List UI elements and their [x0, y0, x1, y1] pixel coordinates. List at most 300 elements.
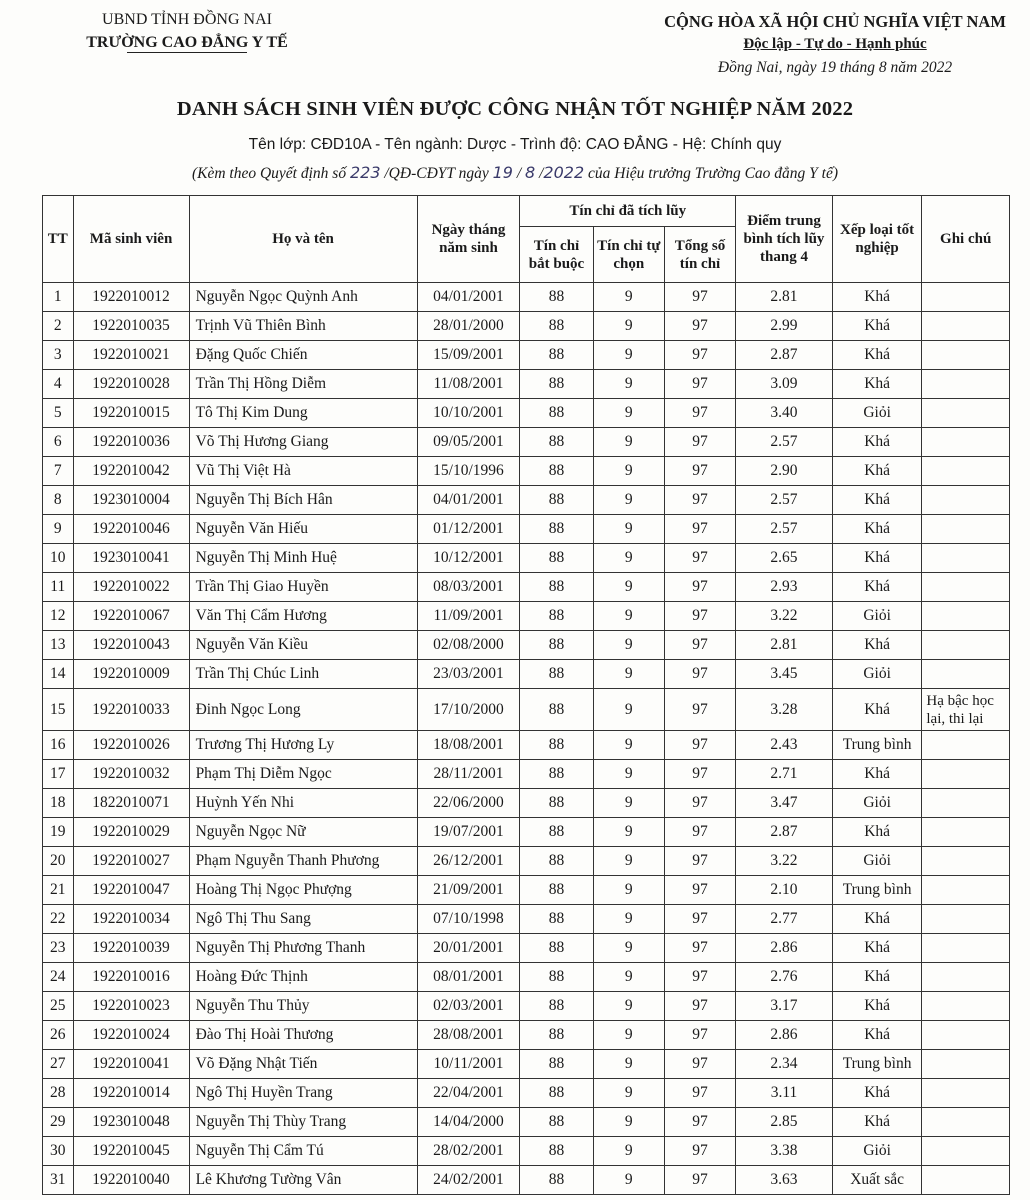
cell-elective-credits: 9: [593, 847, 664, 876]
cell-gpa: 2.87: [736, 818, 833, 847]
cell-tt: 11: [43, 573, 74, 602]
cell-note: [922, 428, 1010, 457]
decision-year: 2022: [543, 163, 585, 182]
cell-rank: Khá: [832, 905, 922, 934]
cell-dob: 01/12/2001: [417, 515, 520, 544]
cell-dob: 22/06/2000: [417, 789, 520, 818]
cell-rank: Khá: [832, 544, 922, 573]
cell-required-credits: 88: [520, 1108, 593, 1137]
cell-dob: 28/02/2001: [417, 1137, 520, 1166]
cell-total-credits: 97: [664, 1050, 735, 1079]
cell-student-id: 1922010041: [73, 1050, 189, 1079]
cell-gpa: 2.76: [736, 963, 833, 992]
cell-tt: 7: [43, 457, 74, 486]
cell-gpa: 2.57: [736, 515, 833, 544]
cell-elective-credits: 9: [593, 818, 664, 847]
cell-student-id: 1922010039: [73, 934, 189, 963]
cell-tt: 8: [43, 486, 74, 515]
cell-elective-credits: 9: [593, 760, 664, 789]
cell-student-id: 1922010043: [73, 631, 189, 660]
cell-total-credits: 97: [664, 992, 735, 1021]
cell-rank: Khá: [832, 457, 922, 486]
table-row: [43, 992, 1010, 1021]
cell-dob: 17/10/2000: [417, 689, 520, 731]
cell-dob: 23/03/2001: [417, 660, 520, 689]
cell-dob: 14/04/2000: [417, 1108, 520, 1137]
cell-total-credits: 97: [664, 544, 735, 573]
cell-total-credits: 97: [664, 760, 735, 789]
cell-gpa: 2.93: [736, 573, 833, 602]
cell-elective-credits: 9: [593, 312, 664, 341]
cell-required-credits: 88: [520, 631, 593, 660]
cell-elective-credits: 9: [593, 1137, 664, 1166]
cell-name: Văn Thị Cẩm Hương: [189, 602, 417, 631]
cell-student-id: 1922010015: [73, 399, 189, 428]
cell-dob: 28/11/2001: [417, 760, 520, 789]
table-row: [43, 660, 1010, 689]
cell-gpa: 2.99: [736, 312, 833, 341]
cell-student-id: 1922010009: [73, 660, 189, 689]
table-row: [43, 341, 1010, 370]
cell-tt: 26: [43, 1021, 74, 1050]
cell-note: [922, 457, 1010, 486]
cell-elective-credits: 9: [593, 689, 664, 731]
cell-note: [922, 1021, 1010, 1050]
cell-dob: 10/12/2001: [417, 544, 520, 573]
cell-note: [922, 602, 1010, 631]
table-row: [43, 876, 1010, 905]
cell-gpa: 2.10: [736, 876, 833, 905]
cell-note: [922, 963, 1010, 992]
cell-total-credits: 97: [664, 573, 735, 602]
cell-dob: 08/03/2001: [417, 573, 520, 602]
cell-rank: Khá: [832, 341, 922, 370]
cell-total-credits: 97: [664, 934, 735, 963]
cell-note: [922, 847, 1010, 876]
cell-required-credits: 88: [520, 1166, 593, 1195]
cell-elective-credits: 9: [593, 602, 664, 631]
cell-tt: 19: [43, 818, 74, 847]
cell-note: [922, 876, 1010, 905]
col-dob: Ngày tháng năm sinh: [417, 196, 520, 283]
cell-gpa: 2.86: [736, 934, 833, 963]
cell-elective-credits: 9: [593, 544, 664, 573]
class-info: Tên lớp: CĐD10A - Tên ngành: Dược - Trình độ: CAO ĐẲNG - Hệ: Chính quy: [248, 136, 782, 153]
cell-required-credits: 88: [520, 934, 593, 963]
cell-dob: 15/10/1996: [417, 457, 520, 486]
cell-student-id: 1922010033: [73, 689, 189, 731]
cell-note: [922, 1137, 1010, 1166]
cell-student-id: 1922010067: [73, 602, 189, 631]
cell-dob: 24/02/2001: [417, 1166, 520, 1195]
cell-dob: 02/03/2001: [417, 992, 520, 1021]
cell-note: [922, 312, 1010, 341]
cell-student-id: 1922010024: [73, 1021, 189, 1050]
cell-gpa: 3.45: [736, 660, 833, 689]
cell-required-credits: 88: [520, 341, 593, 370]
cell-elective-credits: 9: [593, 283, 664, 312]
cell-student-id: 1922010014: [73, 1079, 189, 1108]
cell-gpa: 3.09: [736, 370, 833, 399]
cell-required-credits: 88: [520, 283, 593, 312]
cell-total-credits: 97: [664, 283, 735, 312]
cell-required-credits: 88: [520, 399, 593, 428]
national-title: CỘNG HÒA XÃ HỘI CHỦ NGHĨA VIỆT NAM: [664, 12, 1006, 31]
decision-sep1: /: [516, 165, 522, 182]
cell-required-credits: 88: [520, 515, 593, 544]
cell-name: Trần Thị Chúc Linh: [189, 660, 417, 689]
cell-student-id: 1922010042: [73, 457, 189, 486]
cell-elective-credits: 9: [593, 515, 664, 544]
cell-rank: Giỏi: [832, 789, 922, 818]
cell-gpa: 2.81: [736, 631, 833, 660]
cell-dob: 10/10/2001: [417, 399, 520, 428]
cell-student-id: 1922010035: [73, 312, 189, 341]
cell-rank: Khá: [832, 312, 922, 341]
cell-elective-credits: 9: [593, 573, 664, 602]
cell-note: [922, 283, 1010, 312]
cell-elective-credits: 9: [593, 428, 664, 457]
cell-name: Hoàng Đức Thịnh: [189, 963, 417, 992]
cell-tt: 5: [43, 399, 74, 428]
cell-elective-credits: 9: [593, 1050, 664, 1079]
cell-total-credits: 97: [664, 457, 735, 486]
decision-month: 8: [525, 163, 536, 182]
cell-gpa: 3.38: [736, 1137, 833, 1166]
decision-day: 19: [492, 163, 513, 182]
cell-dob: 15/09/2001: [417, 341, 520, 370]
cell-note: [922, 905, 1010, 934]
cell-student-id: 1922010026: [73, 731, 189, 760]
cell-total-credits: 97: [664, 515, 735, 544]
cell-elective-credits: 9: [593, 486, 664, 515]
cell-dob: 20/01/2001: [417, 934, 520, 963]
cell-total-credits: 97: [664, 312, 735, 341]
cell-note: [922, 1050, 1010, 1079]
cell-rank: Khá: [832, 689, 922, 731]
cell-elective-credits: 9: [593, 341, 664, 370]
cell-tt: 12: [43, 602, 74, 631]
cell-required-credits: 88: [520, 905, 593, 934]
cell-required-credits: 88: [520, 876, 593, 905]
col-note: Ghi chú: [922, 196, 1010, 283]
cell-note: [922, 731, 1010, 760]
cell-rank: Khá: [832, 515, 922, 544]
cell-tt: 24: [43, 963, 74, 992]
cell-name: Ngô Thị Thu Sang: [189, 905, 417, 934]
cell-tt: 29: [43, 1108, 74, 1137]
cell-total-credits: 97: [664, 486, 735, 515]
table-body: [43, 283, 1010, 1195]
cell-tt: 28: [43, 1079, 74, 1108]
cell-gpa: 3.11: [736, 1079, 833, 1108]
cell-total-credits: 97: [664, 341, 735, 370]
cell-required-credits: 88: [520, 312, 593, 341]
cell-total-credits: 97: [664, 1108, 735, 1137]
decision-sep2: /: [539, 165, 544, 182]
cell-rank: Xuất sắc: [832, 1166, 922, 1195]
col-credits-group: Tín chỉ đã tích lũy: [520, 196, 736, 227]
cell-name: Nguyễn Thị Phương Thanh: [189, 934, 417, 963]
cell-required-credits: 88: [520, 1050, 593, 1079]
cell-name: Nguyễn Văn Hiếu: [189, 515, 417, 544]
cell-student-id: 1922010047: [73, 876, 189, 905]
issuer-block: [52, 8, 322, 77]
cell-name: Nguyễn Thị Minh Huệ: [189, 544, 417, 573]
cell-name: Nguyễn Ngọc Quỳnh Anh: [189, 283, 417, 312]
table-row: [43, 1166, 1010, 1195]
cell-required-credits: 88: [520, 1079, 593, 1108]
decision-number: 223: [349, 163, 381, 182]
national-motto: Độc lập - Tự do - Hạnh phúc: [743, 36, 927, 52]
cell-name: Nguyễn Ngọc Nữ: [189, 818, 417, 847]
cell-student-id: 1822010071: [73, 789, 189, 818]
cell-tt: 1: [43, 283, 74, 312]
cell-required-credits: 88: [520, 486, 593, 515]
cell-gpa: 2.34: [736, 1050, 833, 1079]
cell-dob: 10/11/2001: [417, 1050, 520, 1079]
cell-total-credits: 97: [664, 631, 735, 660]
cell-elective-credits: 9: [593, 731, 664, 760]
cell-total-credits: 97: [664, 905, 735, 934]
cell-name: Đinh Ngọc Long: [189, 689, 417, 731]
cell-gpa: 3.47: [736, 789, 833, 818]
cell-student-id: 1922010029: [73, 818, 189, 847]
cell-name: Trần Thị Giao Huyền: [189, 573, 417, 602]
cell-rank: Khá: [832, 760, 922, 789]
table-row: [43, 731, 1010, 760]
cell-elective-credits: 9: [593, 1166, 664, 1195]
cell-student-id: 1922010022: [73, 573, 189, 602]
table-row: [43, 1021, 1010, 1050]
cell-rank: Khá: [832, 818, 922, 847]
cell-tt: 10: [43, 544, 74, 573]
cell-elective-credits: 9: [593, 963, 664, 992]
table-row: [43, 428, 1010, 457]
cell-note: [922, 660, 1010, 689]
cell-note: [922, 573, 1010, 602]
col-student-id: Mã sinh viên: [73, 196, 189, 283]
cell-total-credits: 97: [664, 731, 735, 760]
cell-elective-credits: 9: [593, 905, 664, 934]
cell-tt: 18: [43, 789, 74, 818]
cell-gpa: 2.86: [736, 1021, 833, 1050]
issuer-underline: [127, 52, 247, 53]
cell-dob: 26/12/2001: [417, 847, 520, 876]
col-tt: TT: [43, 196, 74, 283]
cell-elective-credits: 9: [593, 992, 664, 1021]
table-row: [43, 934, 1010, 963]
cell-name: Lê Khương Tường Vân: [189, 1166, 417, 1195]
cell-name: Phạm Thị Diễm Ngọc: [189, 760, 417, 789]
cell-gpa: 2.81: [736, 283, 833, 312]
cell-note: [922, 399, 1010, 428]
cell-name: Nguyễn Thị Thùy Trang: [189, 1108, 417, 1137]
cell-total-credits: 97: [664, 1079, 735, 1108]
table-row: [43, 818, 1010, 847]
cell-rank: Khá: [832, 934, 922, 963]
cell-student-id: 1923010004: [73, 486, 189, 515]
cell-tt: 4: [43, 370, 74, 399]
decision-prefix: (Kèm theo Quyết định số: [191, 165, 347, 182]
cell-required-credits: 88: [520, 847, 593, 876]
cell-total-credits: 97: [664, 370, 735, 399]
cell-dob: 07/10/1998: [417, 905, 520, 934]
table-row: [43, 399, 1010, 428]
table-row: [43, 312, 1010, 341]
cell-tt: 13: [43, 631, 74, 660]
graduates-table: [42, 195, 1010, 1195]
cell-gpa: 2.71: [736, 760, 833, 789]
issuer-school: TRƯỜNG CAO ĐẲNG Y TẾ: [86, 34, 288, 51]
cell-required-credits: 88: [520, 602, 593, 631]
table-row: [43, 1079, 1010, 1108]
cell-note: [922, 370, 1010, 399]
cell-dob: 11/09/2001: [417, 602, 520, 631]
col-total-credits: Tổng số tín chỉ: [664, 227, 735, 283]
table-row: [43, 847, 1010, 876]
cell-dob: 02/08/2000: [417, 631, 520, 660]
col-gpa: Điểm trung bình tích lũy thang 4: [736, 196, 833, 283]
cell-name: Trần Thị Hồng Diễm: [189, 370, 417, 399]
cell-dob: 18/08/2001: [417, 731, 520, 760]
cell-dob: 28/08/2001: [417, 1021, 520, 1050]
cell-elective-credits: 9: [593, 457, 664, 486]
cell-dob: 11/08/2001: [417, 370, 520, 399]
cell-student-id: 1923010041: [73, 544, 189, 573]
cell-required-credits: 88: [520, 789, 593, 818]
cell-gpa: 2.65: [736, 544, 833, 573]
cell-student-id: 1922010034: [73, 905, 189, 934]
cell-rank: Khá: [832, 573, 922, 602]
cell-tt: 14: [43, 660, 74, 689]
cell-name: Tô Thị Kim Dung: [189, 399, 417, 428]
cell-total-credits: 97: [664, 876, 735, 905]
cell-rank: Khá: [832, 963, 922, 992]
cell-gpa: 3.40: [736, 399, 833, 428]
cell-note: [922, 486, 1010, 515]
cell-student-id: 1922010028: [73, 370, 189, 399]
cell-dob: 19/07/2001: [417, 818, 520, 847]
cell-required-credits: 88: [520, 573, 593, 602]
cell-dob: 04/01/2001: [417, 283, 520, 312]
cell-required-credits: 88: [520, 428, 593, 457]
cell-rank: Giỏi: [832, 602, 922, 631]
cell-gpa: 3.17: [736, 992, 833, 1021]
cell-elective-credits: 9: [593, 876, 664, 905]
cell-note: Hạ bậc học lại, thi lại: [922, 689, 1010, 731]
cell-total-credits: 97: [664, 1137, 735, 1166]
cell-name: Phạm Nguyễn Thanh Phương: [189, 847, 417, 876]
cell-gpa: 3.28: [736, 689, 833, 731]
cell-rank: Khá: [832, 992, 922, 1021]
cell-required-credits: 88: [520, 760, 593, 789]
table-row: [43, 1050, 1010, 1079]
cell-rank: Khá: [832, 1021, 922, 1050]
cell-name: Đào Thị Hoài Thương: [189, 1021, 417, 1050]
cell-student-id: 1922010016: [73, 963, 189, 992]
cell-rank: Giỏi: [832, 660, 922, 689]
cell-student-id: 1922010023: [73, 992, 189, 1021]
col-required-credits: Tín chỉ bắt buộc: [520, 227, 593, 283]
cell-elective-credits: 9: [593, 934, 664, 963]
cell-elective-credits: 9: [593, 660, 664, 689]
table-row: [43, 544, 1010, 573]
table-row: [43, 905, 1010, 934]
cell-total-credits: 97: [664, 1166, 735, 1195]
cell-tt: 3: [43, 341, 74, 370]
cell-total-credits: 97: [664, 428, 735, 457]
decision-suffix: của Hiệu trưởng Trường Cao đẳng Y tế): [588, 165, 839, 182]
cell-rank: Trung bình: [832, 1050, 922, 1079]
cell-tt: 27: [43, 1050, 74, 1079]
table-row: [43, 963, 1010, 992]
issuer-authority: UBND TỈNH ĐỒNG NAI: [102, 11, 272, 28]
cell-rank: Khá: [832, 428, 922, 457]
cell-total-credits: 97: [664, 789, 735, 818]
table-row: [43, 515, 1010, 544]
cell-tt: 6: [43, 428, 74, 457]
cell-elective-credits: 9: [593, 631, 664, 660]
cell-gpa: 3.22: [736, 847, 833, 876]
cell-student-id: 1922010021: [73, 341, 189, 370]
cell-gpa: 2.90: [736, 457, 833, 486]
cell-total-credits: 97: [664, 1021, 735, 1050]
table-row: [43, 486, 1010, 515]
cell-note: [922, 818, 1010, 847]
cell-name: Nguyễn Văn Kiều: [189, 631, 417, 660]
cell-name: Trương Thị Hương Ly: [189, 731, 417, 760]
cell-dob: 28/01/2000: [417, 312, 520, 341]
col-elective-credits: Tín chỉ tự chọn: [593, 227, 664, 283]
cell-student-id: 1922010027: [73, 847, 189, 876]
cell-total-credits: 97: [664, 847, 735, 876]
cell-rank: Giỏi: [832, 399, 922, 428]
decision-mid: /QĐ-CĐYT ngày: [384, 165, 489, 182]
cell-tt: 16: [43, 731, 74, 760]
cell-name: Huỳnh Yến Nhi: [189, 789, 417, 818]
cell-rank: Khá: [832, 1108, 922, 1137]
cell-note: [922, 992, 1010, 1021]
cell-total-credits: 97: [664, 963, 735, 992]
cell-gpa: 2.57: [736, 428, 833, 457]
cell-required-credits: 88: [520, 370, 593, 399]
table-row: [43, 689, 1010, 731]
cell-name: Nguyễn Thị Cẩm Tú: [189, 1137, 417, 1166]
cell-required-credits: 88: [520, 992, 593, 1021]
cell-gpa: 2.57: [736, 486, 833, 515]
cell-required-credits: 88: [520, 1021, 593, 1050]
cell-note: [922, 544, 1010, 573]
cell-elective-credits: 9: [593, 399, 664, 428]
cell-note: [922, 1166, 1010, 1195]
cell-tt: 20: [43, 847, 74, 876]
cell-required-credits: 88: [520, 1137, 593, 1166]
cell-name: Vũ Thị Việt Hà: [189, 457, 417, 486]
cell-rank: Giỏi: [832, 1137, 922, 1166]
cell-name: Trịnh Vũ Thiên Bình: [189, 312, 417, 341]
cell-student-id: 1922010036: [73, 428, 189, 457]
cell-total-credits: 97: [664, 818, 735, 847]
cell-note: [922, 341, 1010, 370]
cell-rank: Khá: [832, 631, 922, 660]
cell-gpa: 3.63: [736, 1166, 833, 1195]
table-row: [43, 457, 1010, 486]
cell-student-id: 1923010048: [73, 1108, 189, 1137]
cell-name: Hoàng Thị Ngọc Phượng: [189, 876, 417, 905]
cell-elective-credits: 9: [593, 370, 664, 399]
col-name: Họ và tên: [189, 196, 417, 283]
